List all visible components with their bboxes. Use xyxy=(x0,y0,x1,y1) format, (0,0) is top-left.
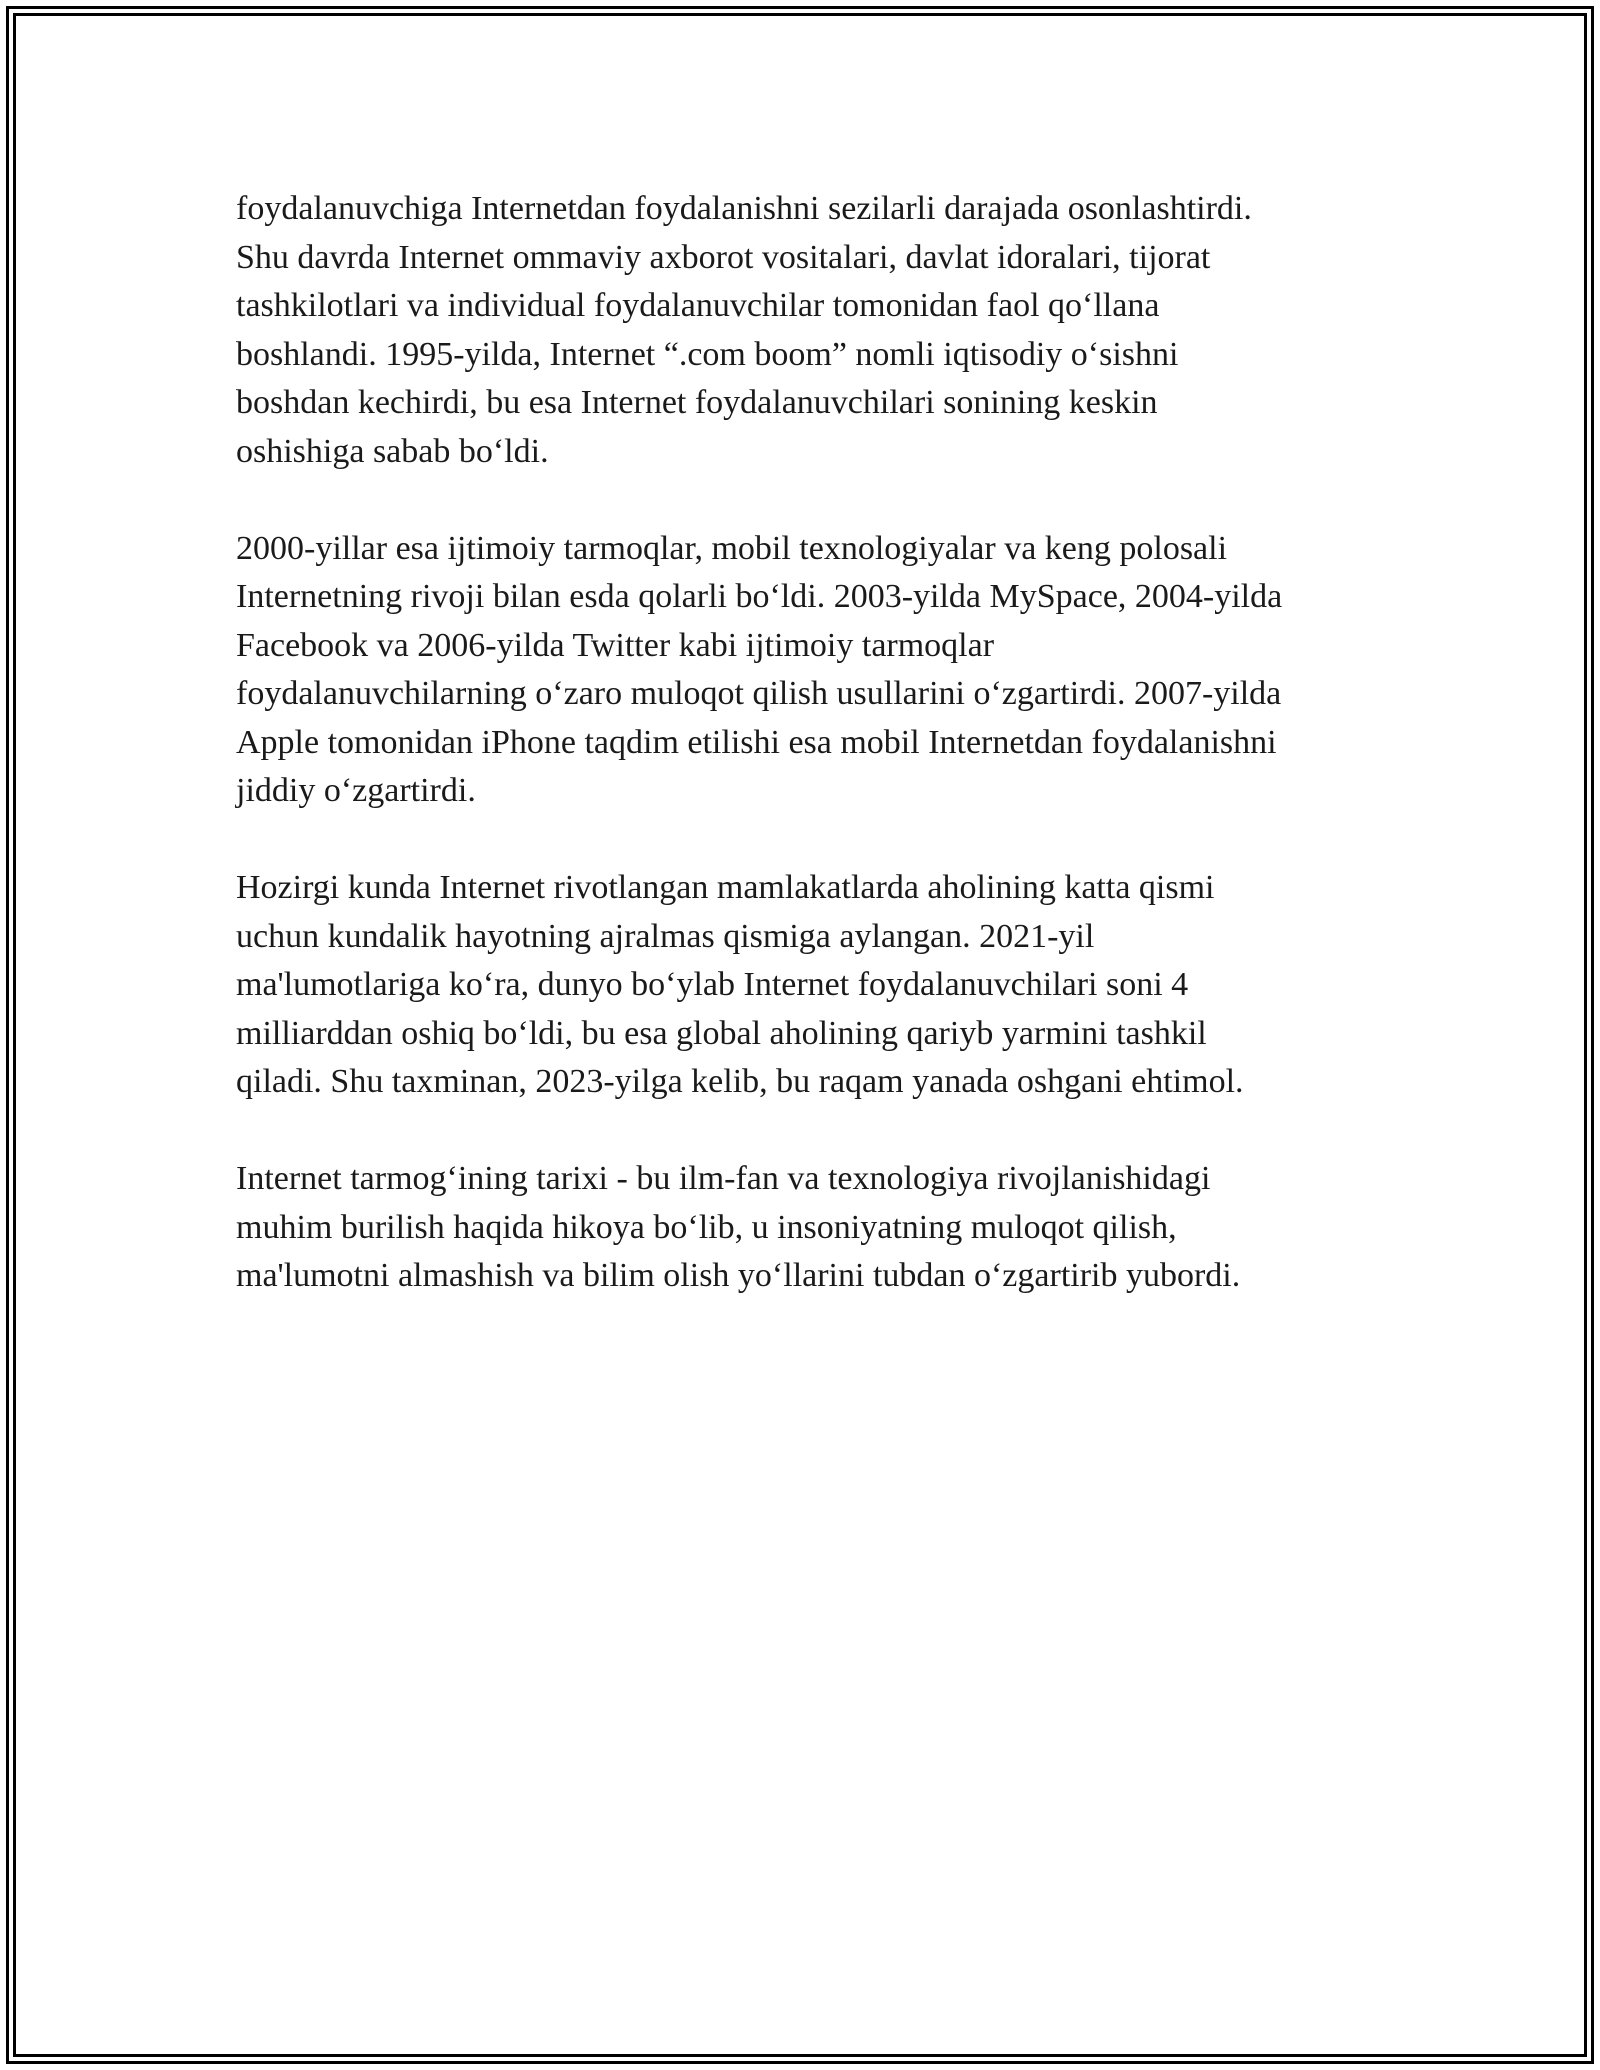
text-line: boshdan kechirdi, bu esa Internet foydalanuvchilari sonining keskin xyxy=(236,384,1158,421)
text-line: Internetning rivoji bilan esda qolarli bo‘ldi. 2003-yilda MySpace, 2004-yilda xyxy=(236,578,1283,615)
text-line: muhim burilish haqida hikoya bo‘lib, u insoniyatning muloqot qilish, xyxy=(236,1208,1177,1246)
document-body xyxy=(236,185,1386,1349)
text-line: Shu davrda Internet ommaviy axborot vositalari, davlat idoralari, tijorat xyxy=(236,238,1211,276)
text-line: oshishiga sabab bo‘ldi. xyxy=(236,432,549,470)
text-line: milliarddan oshiq bo‘ldi, bu esa global aholining qariyb yarmini tashkil xyxy=(236,1014,1207,1052)
text-line: qiladi. Shu taxminan, 2023-yilga kelib, bu raqam yanada oshgani ehtimol. xyxy=(236,1063,1244,1100)
text-line: 2000-yillar esa ijtimoiy tarmoqlar, mobil texnologiyalar va keng polosali xyxy=(236,529,1228,567)
text-line: foydalanuvchilarning o‘zaro muloqot qilish usullarini o‘zgartirdi. 2007-yilda xyxy=(236,675,1282,712)
text-line: Hozirgi kunda Internet rivotlangan mamlakatlarda aholining katta qismi xyxy=(236,869,1215,906)
text-line: ma'lumotlariga ko‘ra, dunyo bo‘ylab Internet foydalanuvchilari soni 4 xyxy=(236,966,1189,1003)
text-line: Apple tomonidan iPhone taqdim etilishi esa mobil Internetdan foydalanishni xyxy=(236,723,1277,761)
paragraph-2 xyxy=(236,525,1386,816)
text-line: ma'lumotni almashish va bilim olish yo‘llarini tubdan o‘zgartirib yubordi. xyxy=(236,1257,1241,1294)
text-line: tashkilotlari va individual foydalanuvchilar tomonidan faol qo‘llana xyxy=(236,287,1160,324)
paragraph-1 xyxy=(236,185,1386,476)
paragraph-3 xyxy=(236,864,1386,1107)
text-line: Internet tarmog‘ining tarixi - bu ilm-fan va texnologiya rivojlanishidagi xyxy=(236,1160,1211,1197)
text-line: jiddiy o‘zgartirdi. xyxy=(236,772,476,809)
text-line: boshlandi. 1995-yilda, Internet “.com boom” nomli iqtisodiy o‘sishni xyxy=(236,335,1179,373)
paragraph-4 xyxy=(236,1155,1386,1301)
text-line: uchun kundalik hayotning ajralmas qismiga aylangan. 2021-yil xyxy=(236,917,1095,955)
text-line: foydalanuvchiga Internetdan foydalanishni sezilarli darajada osonlashtirdi. xyxy=(236,190,1252,227)
text-line: Facebook va 2006-yilda Twitter kabi ijtimoiy tarmoqlar xyxy=(236,626,995,664)
